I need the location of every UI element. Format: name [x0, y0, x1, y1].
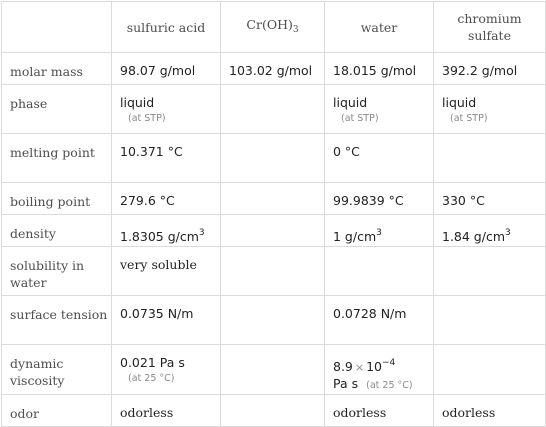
condition-note: (at STP)	[450, 113, 488, 124]
formula-subscript: 3	[292, 24, 299, 35]
cell-value: 99.9839 °C	[325, 183, 434, 215]
power-exponent: −4	[382, 358, 396, 368]
column-header-sulfuric-acid: sulfuric acid	[112, 2, 221, 53]
cell-empty	[221, 247, 325, 296]
row-surface-tension	[2, 296, 546, 345]
condition-note: (at STP)	[341, 113, 379, 124]
row-molar-mass	[2, 53, 546, 85]
cell-value: 0.0735 N/m	[112, 296, 221, 345]
cell-empty	[434, 296, 546, 345]
cell-value: odorless	[112, 395, 221, 427]
cell-value	[325, 85, 434, 134]
cell-empty	[221, 85, 325, 134]
cell-value: 279.6 °C	[112, 183, 221, 215]
cell-value: 0 °C	[325, 134, 434, 183]
cell-value: 103.02 g/mol	[221, 53, 325, 85]
row-odor	[2, 395, 546, 427]
cell-value: very soluble	[112, 247, 221, 296]
cell-empty	[221, 134, 325, 183]
phase-value: liquid	[442, 95, 477, 110]
header-row	[2, 2, 546, 53]
column-header-water: water	[325, 2, 434, 53]
row-boiling-point	[2, 183, 546, 215]
cell-empty	[221, 345, 325, 395]
times-sign: ×	[354, 361, 365, 374]
row-label: melting point	[2, 134, 112, 183]
condition-note: (at 25 °C)	[128, 373, 175, 384]
cell-value: 10.371 °C	[112, 134, 221, 183]
corner-cell	[2, 2, 112, 53]
cell-value	[112, 345, 221, 395]
row-phase	[2, 85, 546, 134]
column-header-chromium-sulfate: chromium sulfate	[434, 2, 546, 53]
cell-value: 18.015 g/mol	[325, 53, 434, 85]
cell-value: 330 °C	[434, 183, 546, 215]
condition-note: (at STP)	[128, 113, 166, 124]
cell-value	[325, 215, 434, 247]
condition-note: (at 25 °C)	[366, 380, 413, 391]
viscosity-scientific	[333, 355, 433, 376]
cell-empty	[221, 395, 325, 427]
viscosity-unit-line	[333, 376, 433, 394]
density-value: 1.8305 g/cm	[120, 229, 199, 244]
row-density	[2, 215, 546, 247]
row-label: solubility in water	[2, 247, 112, 296]
properties-table	[1, 1, 546, 427]
cell-empty	[221, 215, 325, 247]
density-value: 1.84 g/cm	[442, 229, 506, 244]
row-label: surface tension	[2, 296, 112, 345]
row-solubility	[2, 247, 546, 296]
cell-value	[325, 345, 434, 395]
cell-value: 392.2 g/mol	[434, 53, 546, 85]
row-melting-point	[2, 134, 546, 183]
row-label: molar mass	[2, 53, 112, 85]
row-label: dynamic viscosity	[2, 345, 112, 395]
power-base: 10	[366, 359, 383, 374]
cell-value: odorless	[325, 395, 434, 427]
cell-empty	[221, 296, 325, 345]
cell-value: 98.07 g/mol	[112, 53, 221, 85]
cell-empty	[434, 247, 546, 296]
phase-value: liquid	[120, 95, 155, 110]
cell-empty	[325, 247, 434, 296]
density-value: 1 g/cm	[333, 229, 377, 244]
cell-empty	[221, 183, 325, 215]
row-dynamic-viscosity	[2, 345, 546, 395]
cell-value	[112, 85, 221, 134]
unit-exponent: 3	[198, 228, 205, 238]
viscosity-unit: Pa s	[333, 376, 359, 391]
cell-value	[112, 215, 221, 247]
cell-value: 0.0728 N/m	[325, 296, 434, 345]
phase-value: liquid	[333, 95, 368, 110]
row-label: density	[2, 215, 112, 247]
row-label: odor	[2, 395, 112, 427]
column-header-chromium-hydroxide	[221, 2, 325, 53]
cell-value	[434, 85, 546, 134]
unit-exponent: 3	[376, 228, 382, 238]
row-label: boiling point	[2, 183, 112, 215]
viscosity-value: 0.021 Pa s	[120, 355, 185, 370]
cell-empty	[434, 134, 546, 183]
cell-value	[434, 215, 546, 247]
row-label: phase	[2, 85, 112, 134]
cell-value: odorless	[434, 395, 546, 427]
chromium-hydroxide-formula: Cr(OH)	[246, 16, 293, 32]
mantissa: 8.9	[333, 359, 353, 374]
unit-exponent: 3	[505, 228, 511, 238]
cell-empty	[434, 345, 546, 395]
